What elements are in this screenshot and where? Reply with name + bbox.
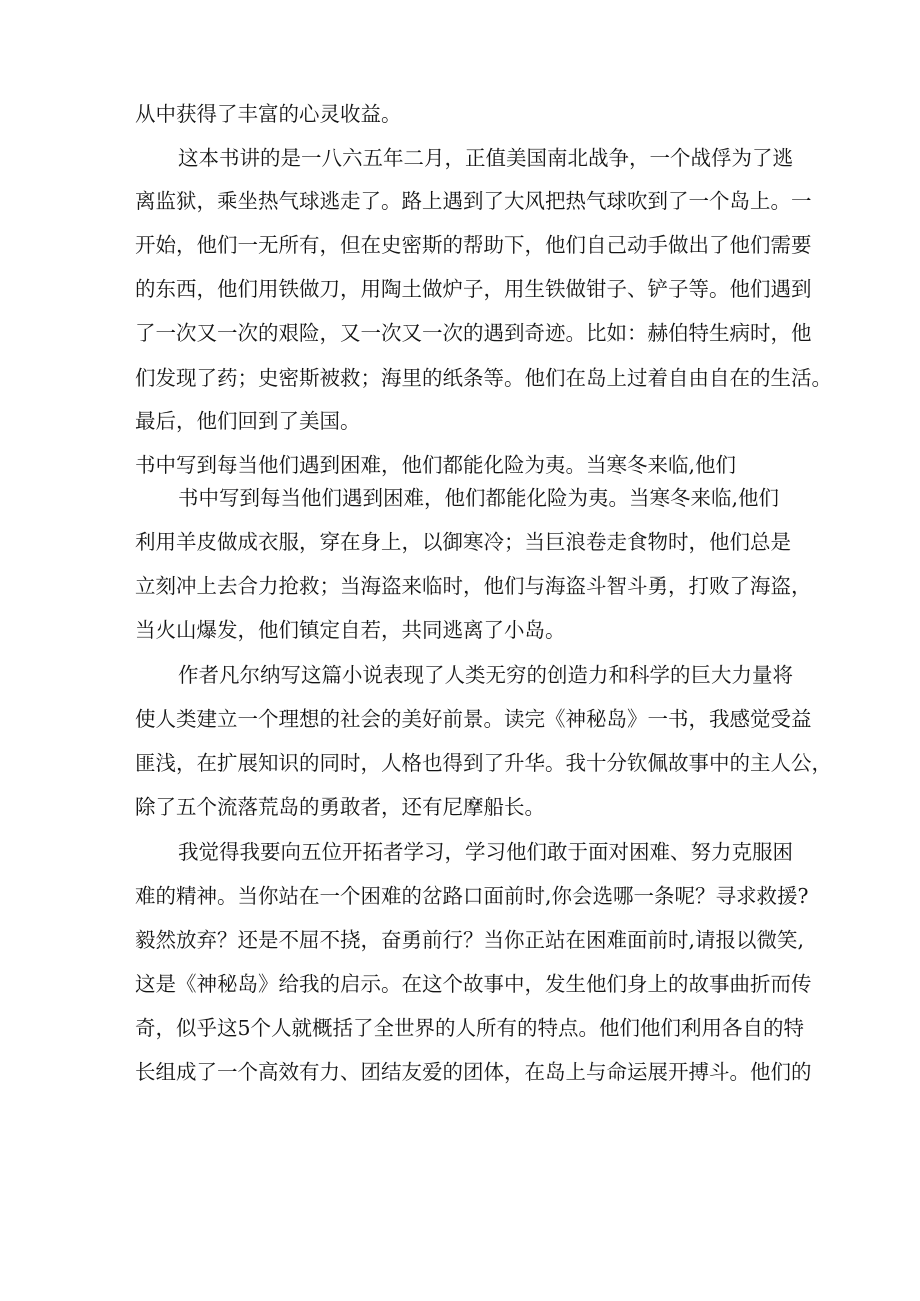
text-line: 除了五个流落荒岛的勇敢者，还有尼摩船长。 [135,795,545,819]
paragraph-first-line: 这本书讲的是一八六五年二月，正值美国南北战争，一个战俘为了逃 [178,146,793,170]
paragraph-first-line: 作者凡尔纳写这篇小说表现了人类无穷的创造力和科学的巨大力量将 [178,663,793,687]
text-line: 当火山爆发，他们镇定自若，共同逃离了小岛。 [135,618,566,642]
paragraph-first-line: 书中写到每当他们遇到困难，他们都能化险为夷。当寒冬来临,他们 [178,486,780,510]
text-line: 利用羊皮做成衣服，穿在身上，以御寒冷；当巨浪卷走食物时，他们总是 [135,530,791,554]
text-line: 匪浅，在扩展知识的同时，人格也得到了升华。我十分钦佩故事中的主人公， [135,751,832,775]
text-line: 这是《神秘岛》给我的启示。在这个故事中，发生他们身上的故事曲折而传 [135,972,812,996]
text-line: 的东西，他们用铁做刀，用陶土做炉子，用生铁做钳子、铲子等。他们遇到 [135,277,812,301]
text-line: 书中写到每当他们遇到困难，他们都能化险为夷。当寒冬来临,他们 [135,453,737,477]
text-line: 最后，他们回到了美国。 [135,409,361,433]
text-line: 毅然放弃？还是不屈不挠，奋勇前行？当你正站在困难面前时,请报以微笑, [135,928,805,952]
text-line: 从中获得了丰富的心灵收益。 [135,102,402,126]
text-line: 们发现了药；史密斯被救；海里的纸条等。他们在岛上过着自由自在的生活。 [135,366,832,390]
text-line: 了一次又一次的艰险，又一次又一次的遇到奇迹。比如：赫伯特生病时，他 [135,321,812,345]
text-line: 使人类建立一个理想的社会的美好前景。读完《神秘岛》一书，我感觉受益 [135,707,812,731]
text-line: 难的精神。当你站在一个困难的岔路口面前时,你会选哪一条呢？寻求救援? [135,884,809,908]
text-line: 离监狱，乘坐热气球逃走了。路上遇到了大风把热气球吹到了一个岛上。一 [135,189,812,213]
text-line: 开始，他们一无所有，但在史密斯的帮助下，他们自己动手做出了他们需要 [135,233,812,257]
text-line: 奇，似乎这5个人就概括了全世界的人所有的特点。他们他们利用各自的特 [135,1016,805,1040]
text-line: 长组成了一个高效有力、团结友爱的团体，在岛上与命运展开搏斗。他们的 [135,1060,812,1084]
text-line: 立刻冲上去合力抢救；当海盗来临时，他们与海盗斗智斗勇，打败了海盗， [135,574,812,598]
paragraph-first-line: 我觉得我要向五位开拓者学习，学习他们敢于面对困难、努力克服困 [178,840,793,864]
